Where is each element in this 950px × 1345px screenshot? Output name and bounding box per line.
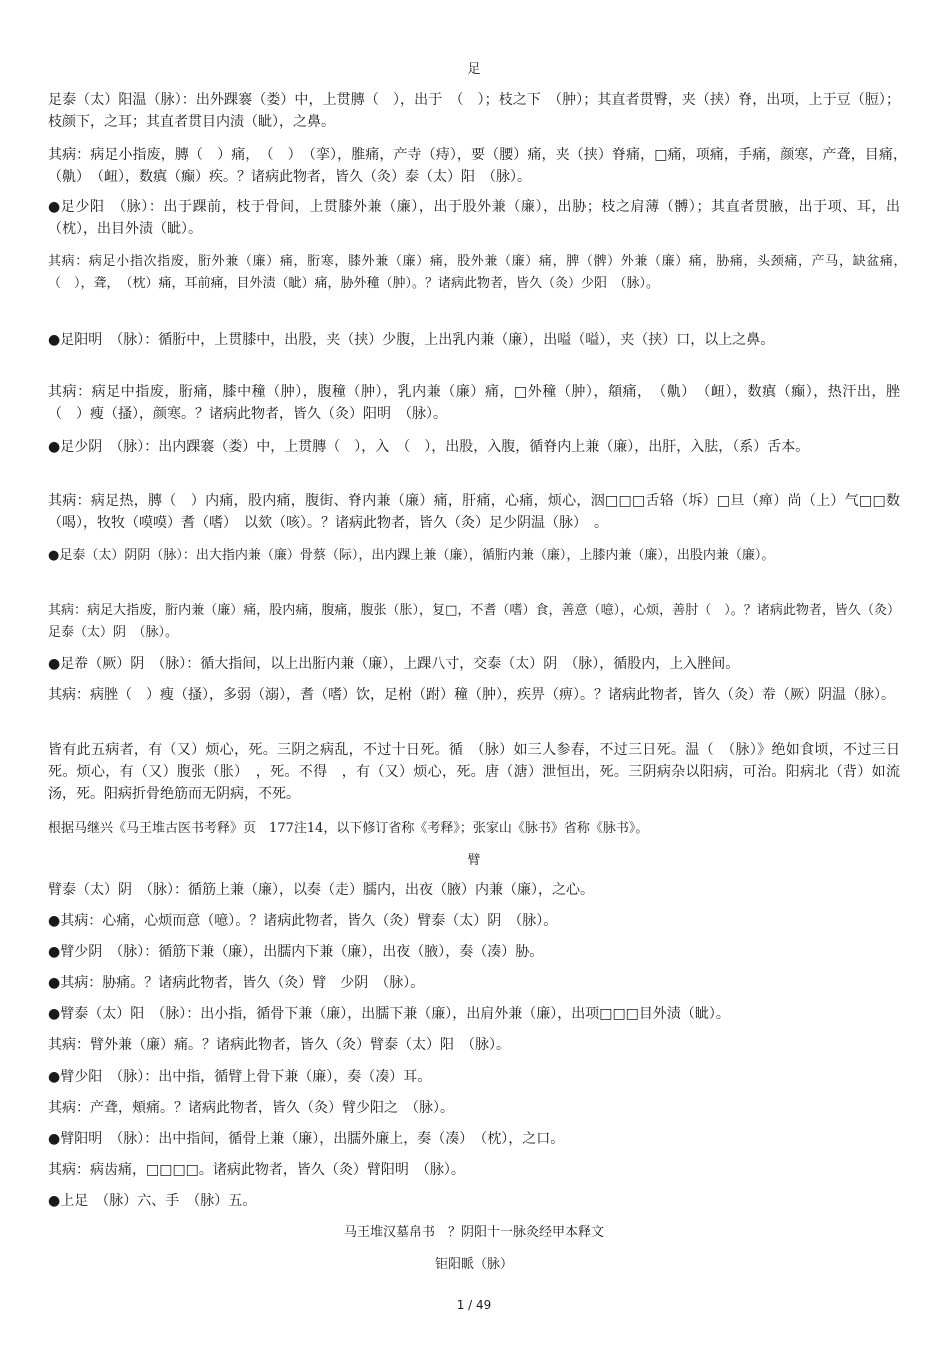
paragraph-zu-yangming: ●足阳明 （脉）：循胻中，上贯膝中，出股，夹（挟）少腹，上出乳内兼（廉），出嗌（嗌），夹（挟）口，以上之鼻。: [48, 332, 775, 348]
paragraph-zu-jueyin: ●足帣（厥）阴 （脉）：循大指间，以上出胻内兼（廉），上踝八寸，交泰（太）阴 （脉），循股内，上入脞间。: [48, 656, 740, 672]
paragraph-zu-taiyin: ●足泰（太）阴阴（脉）：出大指内兼（廉）骨蔡（际），出内踝上兼（廉），循胻内兼（廉），上膝内兼（廉），出股内兼（廉）。: [48, 548, 775, 563]
paragraph-zu-shaoyang-disease: 其病：病足小指次指废，胻外兼（廉）痛，胻寒，膝外兼（廉）痛，股外兼（廉）痛，脾（髀）外兼（廉）痛，胁痛，头颈痛，产马，缺盆痛， （ ），聋， （枕）痛，耳前痛，目外渍（眦）痛，胁外穜（肿）。？诸病此物者，皆久（灸）少阳 （脉）。: [48, 254, 914, 291]
section-heading-zu: 足: [467, 62, 481, 77]
paragraph-zu-jueyin-disease: 其病：病脞（ ）瘦（搔），多弱（溺），耆（嗜）饮，足柎（跗）穜（肿），疾畀（痹）。？诸病此物者，皆久（灸）帣（厥）阴温（脉）。: [48, 687, 895, 703]
document-subtitle: 钜阳眽（脉）: [434, 1257, 513, 1272]
paragraph-zu-taiyang: 足泰（太）阳温（脉）：出外踝褰（娄）中，上贯膞（ ），出于 （ ）；枝之下 （肿）；其直者贯臀，夹（挟）脊，出项，上于豆（脰）；枝颜下，之耳；其直者贯目内渍（眦），之鼻。: [48, 92, 900, 130]
paragraph-prognosis: 皆有此五病者，有（又）烦心，死。三阴之病乱，不过十日死。循 （脉）如三人参春，不过三日死。温（ （脉）》绝如食顷，不过三日死。烦心，有（又）腹张（胀） ，死。不得 ，有（又）烦心，死。唐（溏）泄恒出，死。三阴病杂以阳病，可治。阳病北（背）如流汤，死。阳病折骨绝筋而无阴病，不死。: [48, 742, 900, 802]
paragraph-zu-shaoyin: ●足少阴 （脉）：出内踝褰（娄）中，上贯膞（ ），入 （ ），出股，入腹，循脊内上兼（廉），出肝，入胠，（系）舌本。: [48, 439, 810, 455]
source-note: 根据马继兴《马王堆古医书考释》页 177注14，以下修订省称《考释》；张家山《脉书》省称《脉书》。: [48, 821, 649, 836]
paragraph-bi-taiyang: ●臂泰（太）阳 （脉）：出小指，循骨下兼（廉），出臑下兼（廉），出肩外兼（廉），出项□□□目外渍（眦）。: [48, 1006, 730, 1022]
paragraph-bi-taiyang-disease: 其病：臂外兼（廉）痛。？诸病此物者，皆久（灸）臂泰（太）阳 （脉）。: [48, 1037, 510, 1053]
paragraph-zu-shaoyang: ●足少阳 （脉）：出于踝前，枝于骨间，上贯膝外兼（廉），出于股外兼（廉），出胁；枝之肩薄（髆）；其直者贯腋，出于项、耳，出 （枕），出目外渍（眦）。: [48, 199, 914, 237]
paragraph-bi-shaoyang: ●臂少阳 （脉）：出中指，循臂上骨下兼（廉），奏（凑）耳。: [48, 1069, 432, 1085]
paragraph-bi-yangming-disease: 其病：病齿痛，□□□□。诸病此物者，皆久（灸）臂阳明 （脉）。: [48, 1162, 465, 1178]
paragraph-bi-shaoyin-disease: ●其病：胁痛。？诸病此物者，皆久（灸）臂 少阴 （脉）。: [48, 975, 425, 991]
paragraph-bi-taiyin: 臂泰（太）阴 （脉）：循筋上兼（廉），以奏（走）臑内，出夜（腋）内兼（廉），之心。: [48, 882, 594, 898]
paragraph-bi-shaoyang-disease: 其病：产聋，頰痛。？诸病此物者，皆久（灸）臂少阳之 （脉）。: [48, 1100, 454, 1116]
section-heading-bi: 臂: [467, 853, 481, 868]
paragraph-summary: ●上足 （脉）六、手 （脉）五。: [48, 1193, 257, 1209]
page-number: 1 / 49: [456, 1298, 492, 1312]
document-title: 马王堆汉墓帛书 ？阴阳十一脉灸经甲本释文: [343, 1225, 604, 1240]
paragraph-zu-shaoyin-disease: 其病：病足热，膞（ ）内痛，股内痛，腹街、脊内兼（廉）痛，肝痛，心痛，烦心，洇□□□舌辂（坼）□旦（瘅）尚（上）气□□数 （喝），牧牧（嗼嗼）耆（嗜） 以欬（咳）。？诸病此物者，皆久（灸）足少阴温（脉） 。: [48, 493, 914, 531]
paragraph-bi-shaoyin: ●臂少阴 （脉）：循筋下兼（廉），出臑内下兼（廉），出夜（腋），奏（凑）胁。: [48, 944, 544, 960]
paragraph-zu-taiyang-disease: 其病：病足小指废，膞（ ）痛， （ ） （挛），脽痛，产寺（痔），要（腰）痛，夹（挟）脊痛，□痛，项痛，手痛，颜寒，产聋，目痛， （鼽） （衄），数瘨（癫）疾。？诸病此物者，皆久（灸）泰（太）阳 （脉）。: [48, 147, 914, 185]
paragraph-zu-yangming-disease: 其病：病足中指废，胻痛，膝中穜（肿），腹穜（肿），乳内兼（廉）痛，□外穜（肿），頯痛， （鼽） （衄），数瘨（癫），热汗出，脞（ ）瘦（搔），颜寒。？诸病此物者，皆久（灸）阳明 （脉）。: [48, 384, 900, 422]
paragraph-bi-taiyin-disease: ●其病：心痛，心烦而意（噫）。？诸病此物者，皆久（灸）臂泰（太）阴 （脉）。: [48, 913, 558, 929]
paragraph-zu-taiyin-disease: 其病：病足大指废，胻内兼（廉）痛，股内痛，腹痛，腹张（胀），复□，不耆（嗜）食，善意（噫），心烦，善肘（ ）。？诸病此物者，皆久（灸）足泰（太）阴 （脉）。: [48, 603, 900, 640]
paragraph-bi-yangming: ●臂阳明 （脉）：出中指间，循骨上兼（廉），出臑外廉上，奏（凑） （枕），之口。: [48, 1131, 565, 1147]
